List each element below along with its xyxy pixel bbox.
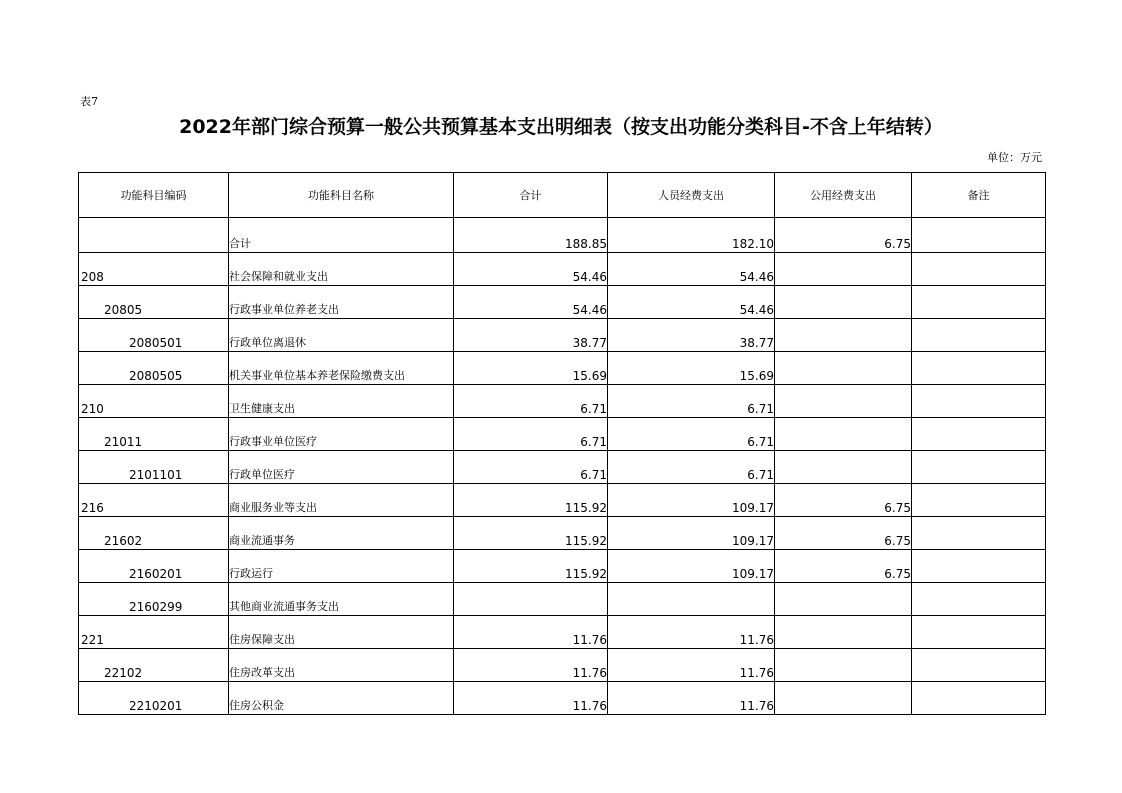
header-personnel: 人员经费支出: [608, 173, 775, 218]
cell-code: 2160201: [79, 550, 229, 583]
cell-name: 行政运行: [229, 550, 454, 583]
cell-remark: [912, 218, 1046, 253]
cell-remark: [912, 385, 1046, 418]
budget-table: [78, 172, 1046, 715]
cell-name: 行政事业单位医疗: [229, 418, 454, 451]
cell-public: [775, 319, 912, 352]
cell-code: 2080501: [79, 319, 229, 352]
cell-total: 6.71: [454, 385, 608, 418]
table-row: [79, 218, 1046, 253]
cell-public: [775, 253, 912, 286]
cell-name: 商业服务业等支出: [229, 484, 454, 517]
cell-personnel: 11.76: [608, 649, 775, 682]
cell-personnel: 109.17: [608, 550, 775, 583]
cell-name: 卫生健康支出: [229, 385, 454, 418]
cell-name: 行政单位离退休: [229, 319, 454, 352]
cell-total: 38.77: [454, 319, 608, 352]
cell-code: 208: [79, 253, 229, 286]
table-row: [79, 253, 1046, 286]
cell-personnel: 109.17: [608, 517, 775, 550]
cell-code: 2210201: [79, 682, 229, 715]
cell-public: [775, 451, 912, 484]
table-row: [79, 550, 1046, 583]
cell-personnel: 6.71: [608, 385, 775, 418]
table-row: [79, 319, 1046, 352]
cell-remark: [912, 649, 1046, 682]
cell-public: [775, 385, 912, 418]
table-row: [79, 682, 1046, 715]
cell-remark: [912, 418, 1046, 451]
cell-public: [775, 682, 912, 715]
cell-remark: [912, 484, 1046, 517]
cell-public: [775, 649, 912, 682]
cell-personnel: 38.77: [608, 319, 775, 352]
cell-personnel: 11.76: [608, 682, 775, 715]
cell-remark: [912, 550, 1046, 583]
cell-total: 11.76: [454, 682, 608, 715]
table-row: [79, 649, 1046, 682]
cell-public: 6.75: [775, 550, 912, 583]
cell-name: 社会保障和就业支出: [229, 253, 454, 286]
cell-personnel: 182.10: [608, 218, 775, 253]
table-header-row: [79, 173, 1046, 218]
cell-code: 216: [79, 484, 229, 517]
cell-public: [775, 583, 912, 616]
cell-public: 6.75: [775, 218, 912, 253]
cell-public: [775, 286, 912, 319]
cell-name: 住房公积金: [229, 682, 454, 715]
cell-code: 21602: [79, 517, 229, 550]
cell-total: 11.76: [454, 616, 608, 649]
cell-total: 115.92: [454, 550, 608, 583]
cell-code: 221: [79, 616, 229, 649]
table-row: [79, 385, 1046, 418]
cell-remark: [912, 286, 1046, 319]
table-row: [79, 451, 1046, 484]
cell-remark: [912, 583, 1046, 616]
cell-code: 22102: [79, 649, 229, 682]
cell-personnel: [608, 583, 775, 616]
header-remark: 备注: [912, 173, 1046, 218]
cell-public: [775, 352, 912, 385]
cell-remark: [912, 352, 1046, 385]
cell-name: 行政单位医疗: [229, 451, 454, 484]
table-row: [79, 484, 1046, 517]
cell-code: 20805: [79, 286, 229, 319]
cell-remark: [912, 517, 1046, 550]
cell-name: 合计: [229, 218, 454, 253]
cell-total: 6.71: [454, 418, 608, 451]
cell-total: 11.76: [454, 649, 608, 682]
cell-name: 住房改革支出: [229, 649, 454, 682]
cell-total: 6.71: [454, 451, 608, 484]
cell-personnel: 109.17: [608, 484, 775, 517]
header-total: 合计: [454, 173, 608, 218]
cell-total: 54.46: [454, 286, 608, 319]
table-row: [79, 616, 1046, 649]
cell-public: 6.75: [775, 517, 912, 550]
cell-code: 21011: [79, 418, 229, 451]
cell-code: 2101101: [79, 451, 229, 484]
cell-total: [454, 583, 608, 616]
cell-remark: [912, 253, 1046, 286]
cell-name: 住房保障支出: [229, 616, 454, 649]
unit-label: 单位：万元: [987, 151, 1042, 164]
cell-code: 2080505: [79, 352, 229, 385]
header-code: 功能科目编码: [79, 173, 229, 218]
cell-public: 6.75: [775, 484, 912, 517]
table-number-label: 表7: [80, 95, 98, 108]
cell-personnel: 54.46: [608, 253, 775, 286]
cell-personnel: 15.69: [608, 352, 775, 385]
table-row: [79, 418, 1046, 451]
cell-total: 115.92: [454, 484, 608, 517]
cell-name: 商业流通事务: [229, 517, 454, 550]
table-row: [79, 286, 1046, 319]
cell-code: 210: [79, 385, 229, 418]
cell-remark: [912, 616, 1046, 649]
cell-personnel: 6.71: [608, 451, 775, 484]
table-row: [79, 352, 1046, 385]
cell-name: 行政事业单位养老支出: [229, 286, 454, 319]
cell-code: [79, 218, 229, 253]
cell-remark: [912, 319, 1046, 352]
cell-public: [775, 616, 912, 649]
table-row: [79, 517, 1046, 550]
cell-name: 其他商业流通事务支出: [229, 583, 454, 616]
cell-code: 2160299: [79, 583, 229, 616]
cell-remark: [912, 451, 1046, 484]
cell-total: 54.46: [454, 253, 608, 286]
cell-personnel: 54.46: [608, 286, 775, 319]
cell-total: 115.92: [454, 517, 608, 550]
cell-personnel: 6.71: [608, 418, 775, 451]
cell-total: 188.85: [454, 218, 608, 253]
cell-personnel: 11.76: [608, 616, 775, 649]
header-name: 功能科目名称: [229, 173, 454, 218]
cell-name: 机关事业单位基本养老保险缴费支出: [229, 352, 454, 385]
cell-total: 15.69: [454, 352, 608, 385]
header-public: 公用经费支出: [775, 173, 912, 218]
page-title: 2022年部门综合预算一般公共预算基本支出明细表（按支出功能分类科目-不含上年结转）: [179, 116, 943, 138]
cell-public: [775, 418, 912, 451]
table-row: [79, 583, 1046, 616]
cell-remark: [912, 682, 1046, 715]
